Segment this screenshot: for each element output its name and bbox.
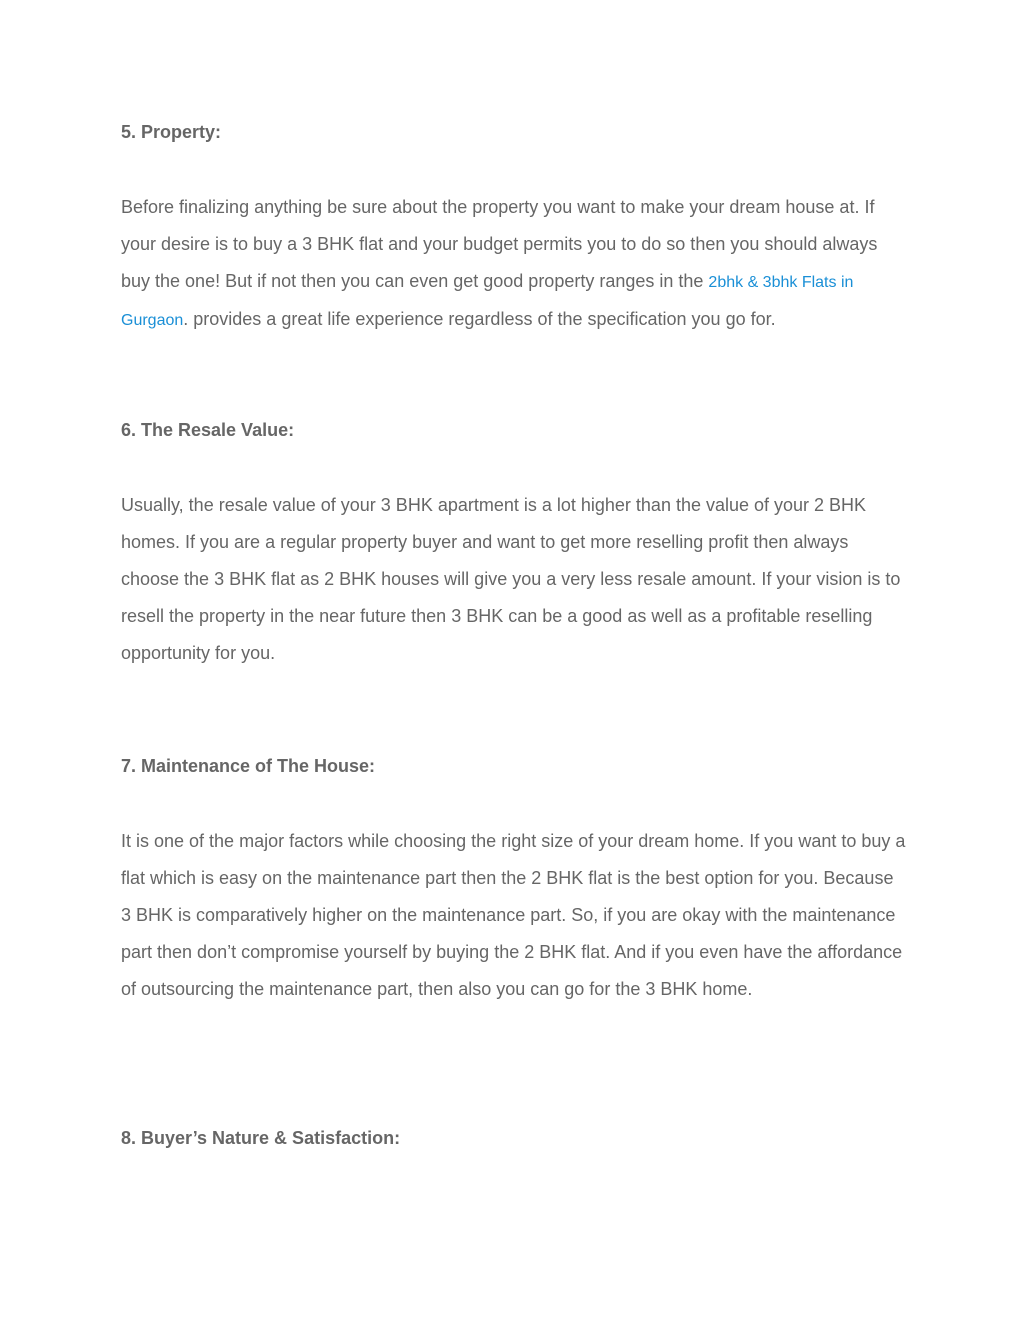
section-heading-property: 5. Property: — [121, 122, 222, 142]
section-heading-maintenance: 7. Maintenance of The House: — [121, 756, 376, 776]
section-paragraph-property — [121, 189, 907, 339]
section-heading-buyers-nature: 8. Buyer’s Nature & Satisfaction: — [121, 1128, 401, 1148]
section-paragraph-resale-value: Usually, the resale value of your 3 BHK apartment is a lot higher than the value of your 2 BHK homes. If you are a regular property buyer and want to get more reselling profit then always choose the 3 BHK flat as 2 BHK houses will give you a very less resale amount. If your vision is to resell the property in the near future then 3 BHK can be a good as well as a profitable reselling opportunity for you. — [121, 495, 901, 663]
paragraph-text: Before finalizing anything be sure about the property you want to make your dream house at. If your desire is to buy a 3 BHK flat and your budget permits you to do so then you should always buy the one! But if not then you can even get good property ranges in the — [121, 197, 878, 291]
section-paragraph-maintenance: It is one of the major factors while choosing the right size of your dream home. If you want to buy a flat which is easy on the maintenance part then the 2 BHK flat is the best option for you. Because 3 BHK is comparatively higher on the maintenance part. So, if you are okay with the maintenance part then don’t compromise yourself by buying the 2 BHK flat. And if you even have the affordance of outsourcing the maintenance part, then also you can go for the 3 BHK home. — [121, 831, 906, 999]
paragraph-text: . provides a great life experience regardless of the specification you go for. — [183, 309, 776, 329]
flats-in-gurgaon-link[interactable]: 2bhk & 3bhk Flats in Gurgaon — [121, 274, 854, 329]
section-heading-resale-value: 6. The Resale Value: — [121, 420, 295, 440]
